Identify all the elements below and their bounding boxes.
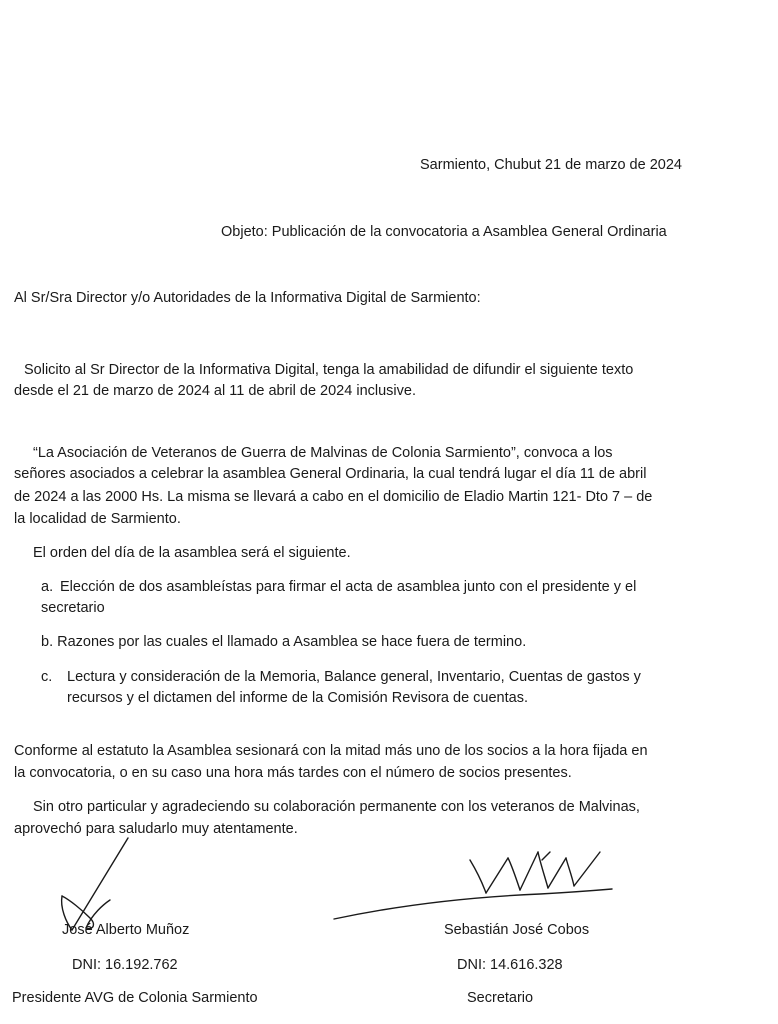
closing-line: aprovechó para saludarlo muy atentamente. (14, 821, 298, 837)
agenda-item-c-marker: c. (41, 669, 53, 685)
left-signer-dni: DNI: 16.192.762 (72, 957, 178, 973)
right-handwritten-signature (334, 852, 612, 919)
agenda-item-a: Elección de dos asambleístas para firmar el acta de asamblea junto con el presidente y el (60, 579, 637, 595)
statute-line: la convocatoria, o en su caso una hora más tardes con el número de socios presentes. (14, 765, 572, 781)
recipient-line: Al Sr/Sra Director y/o Autoridades de la Informativa Digital de Sarmiento: (14, 290, 481, 306)
agenda-intro: El orden del día de la asamblea será el siguiente. (33, 545, 351, 561)
convocatoria-line: señores asociados a celebrar la asamblea General Ordinaria, la cual tendrá lugar el día 11 de abril (14, 466, 647, 482)
agenda-item-b: b. Razones por las cuales el llamado a Asamblea se hace fuera de termino. (41, 634, 527, 650)
agenda-item-a: secretario (41, 600, 105, 616)
statute-line: Conforme al estatuto la Asamblea sesionará con la mitad más uno de los socios a la hora fijada en (14, 743, 648, 759)
right-signer-dni: DNI: 14.616.328 (457, 957, 563, 973)
place-date: Sarmiento, Chubut 21 de marzo de 2024 (420, 157, 682, 173)
agenda-item-a-marker: a. (41, 579, 54, 595)
request-line: desde el 21 de marzo de 2024 al 11 de abril de 2024 inclusive. (14, 383, 416, 399)
request-line: Solicito al Sr Director de la Informativa Digital, tenga la amabilidad de difundir el siguiente texto (24, 362, 634, 378)
right-signer-name: Sebastián José Cobos (444, 922, 590, 938)
convocatoria-line: de 2024 a las 2000 Hs. La misma se llevará a cabo en el domicilio de Eladio Martin 121- Dto 7 – de (14, 489, 653, 505)
convocatoria-line: la localidad de Sarmiento. (14, 511, 181, 527)
convocatoria-line: “La Asociación de Veteranos de Guerra de Malvinas de Colonia Sarmiento”, convoca a los (33, 445, 613, 461)
left-signer-name: José Alberto Muñoz (62, 922, 190, 938)
left-handwritten-signature (62, 838, 128, 930)
closing-line: Sin otro particular y agradeciendo su colaboración permanente con los veteranos de Malvinas, (33, 799, 640, 815)
agenda-item-c: recursos y el dictamen del informe de la Comisión Revisora de cuentas. (67, 690, 528, 706)
subject-line: Objeto: Publicación de la convocatoria a Asamblea General Ordinaria (221, 224, 667, 240)
agenda-item-c: Lectura y consideración de la Memoria, Balance general, Inventario, Cuentas de gastos y (67, 669, 641, 685)
left-signer-role: Presidente AVG de Colonia Sarmiento (12, 990, 258, 1006)
right-signer-role: Secretario (467, 990, 534, 1006)
